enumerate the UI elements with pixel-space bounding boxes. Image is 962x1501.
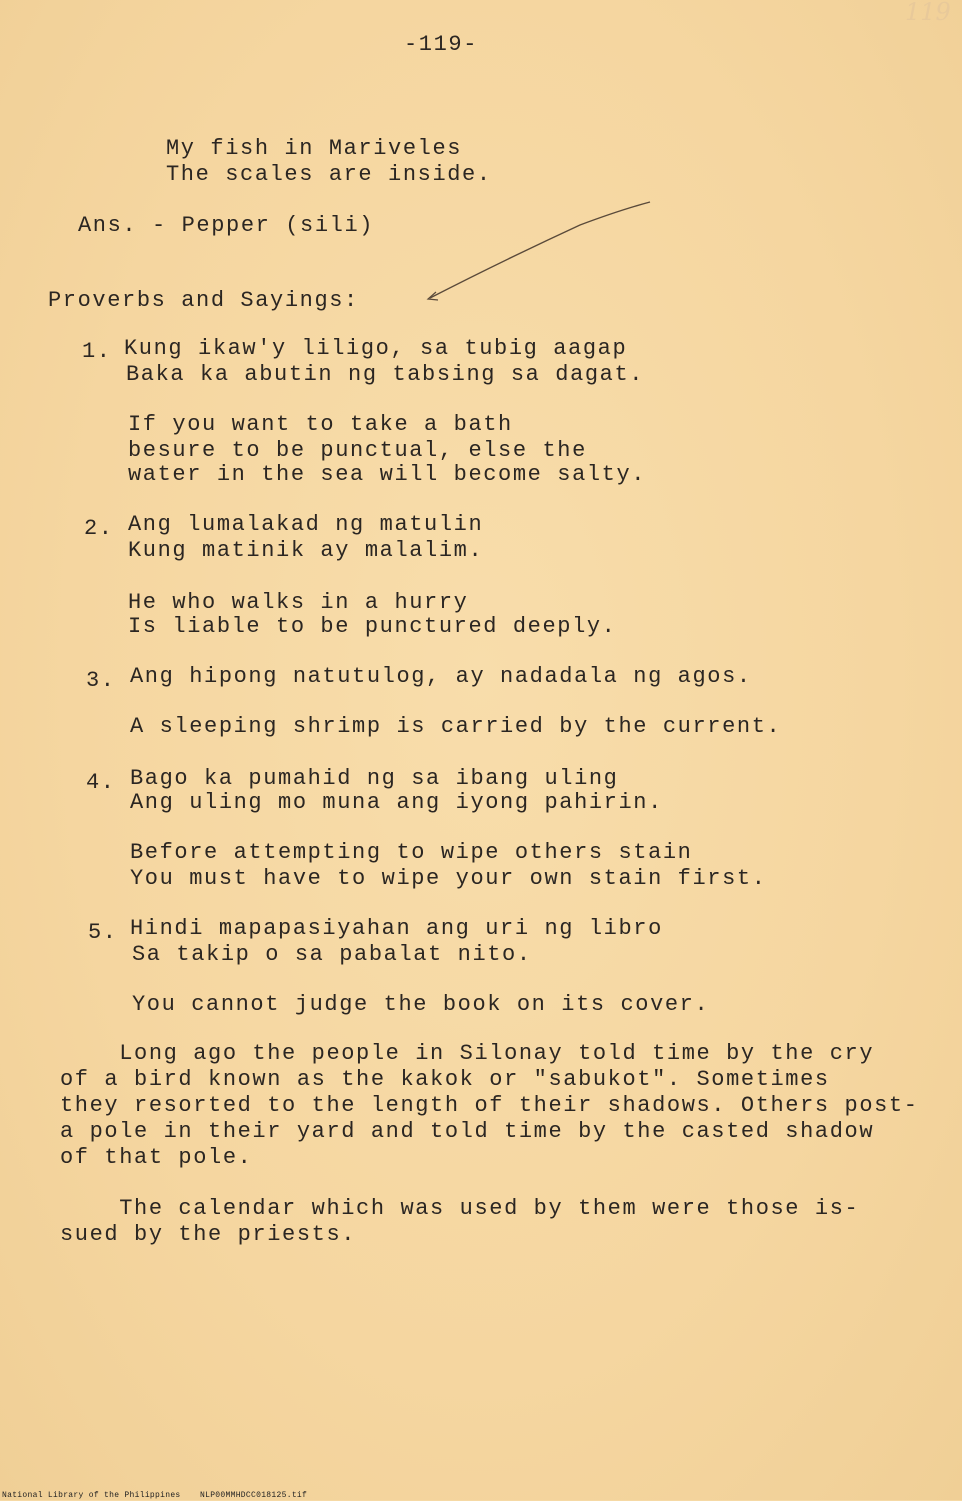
paragraph-1-line-4: a pole in their yard and told time by the casted shadow xyxy=(60,1119,875,1144)
proverb-5-number: 5. xyxy=(88,920,118,945)
proverb-1-tagalog-2: Baka ka abutin ng tabsing sa dagat. xyxy=(126,362,645,387)
proverb-1-tagalog-1: Kung ikaw'y liligo, sa tubig aagap xyxy=(124,336,628,361)
proverb-1-english-3: water in the sea will become salty. xyxy=(128,462,647,487)
riddle-answer: Ans. - Pepper (sili) xyxy=(78,213,375,238)
riddle-line-1: My fish in Mariveles xyxy=(166,136,463,161)
corner-page-number: 119 xyxy=(905,0,951,26)
footer-filename: NLP00MMHDCC018125.tif xyxy=(200,1491,308,1500)
proverb-1-number: 1. xyxy=(82,339,112,364)
proverb-2-number: 2. xyxy=(84,516,114,541)
page-number: -119- xyxy=(404,32,479,57)
proverb-5-english-1: You cannot judge the book on its cover. xyxy=(132,992,710,1017)
proverb-3-number: 3. xyxy=(86,668,116,693)
proverb-4-tagalog-2: Ang uling mo muna ang iyong pahirin. xyxy=(130,790,663,815)
proverb-3-tagalog-1: Ang hipong natutulog, ay nadadala ng agos. xyxy=(130,664,752,689)
section-heading: Proverbs and Sayings: xyxy=(48,288,359,313)
paragraph-1-line-5: of that pole. xyxy=(60,1145,253,1170)
proverb-3-english-1: A sleeping shrimp is carried by the current. xyxy=(130,714,782,739)
paragraph-1-line-3: they resorted to the length of their shadows. Others post- xyxy=(60,1093,919,1118)
proverb-4-english-1: Before attempting to wipe others stain xyxy=(130,840,693,865)
proverb-2-english-1: He who walks in a hurry xyxy=(128,590,469,615)
paragraph-2-line-1: The calendar which was used by them were those is- xyxy=(60,1196,860,1221)
proverb-4-english-2: You must have to wipe your own stain first. xyxy=(130,866,767,891)
proverb-5-tagalog-2: Sa takip o sa pabalat nito. xyxy=(132,942,532,967)
proverb-1-english-1: If you want to take a bath xyxy=(128,412,513,437)
proverb-4-tagalog-1: Bago ka pumahid ng sa ibang uling xyxy=(130,766,619,791)
proverb-4-number: 4. xyxy=(86,770,116,795)
footer-library: National Library of the Philippines xyxy=(2,1491,181,1500)
proverb-2-tagalog-1: Ang lumalakad ng matulin xyxy=(128,512,484,537)
proverb-1-english-2: besure to be punctual, else the xyxy=(128,438,587,463)
riddle-line-2: The scales are inside. xyxy=(166,162,492,187)
paragraph-2-line-2: sued by the priests. xyxy=(60,1222,357,1247)
paragraph-1-line-2: of a bird known as the kakok or "sabukot". Sometimes xyxy=(60,1067,830,1092)
paragraph-1-line-1: Long ago the people in Silonay told time by the cry xyxy=(60,1041,875,1066)
proverb-2-english-2: Is liable to be punctured deeply. xyxy=(128,614,617,639)
proverb-5-tagalog-1: Hindi mapapasiyahan ang uri ng libro xyxy=(130,916,663,941)
proverb-2-tagalog-2: Kung matinik ay malalim. xyxy=(128,538,484,563)
